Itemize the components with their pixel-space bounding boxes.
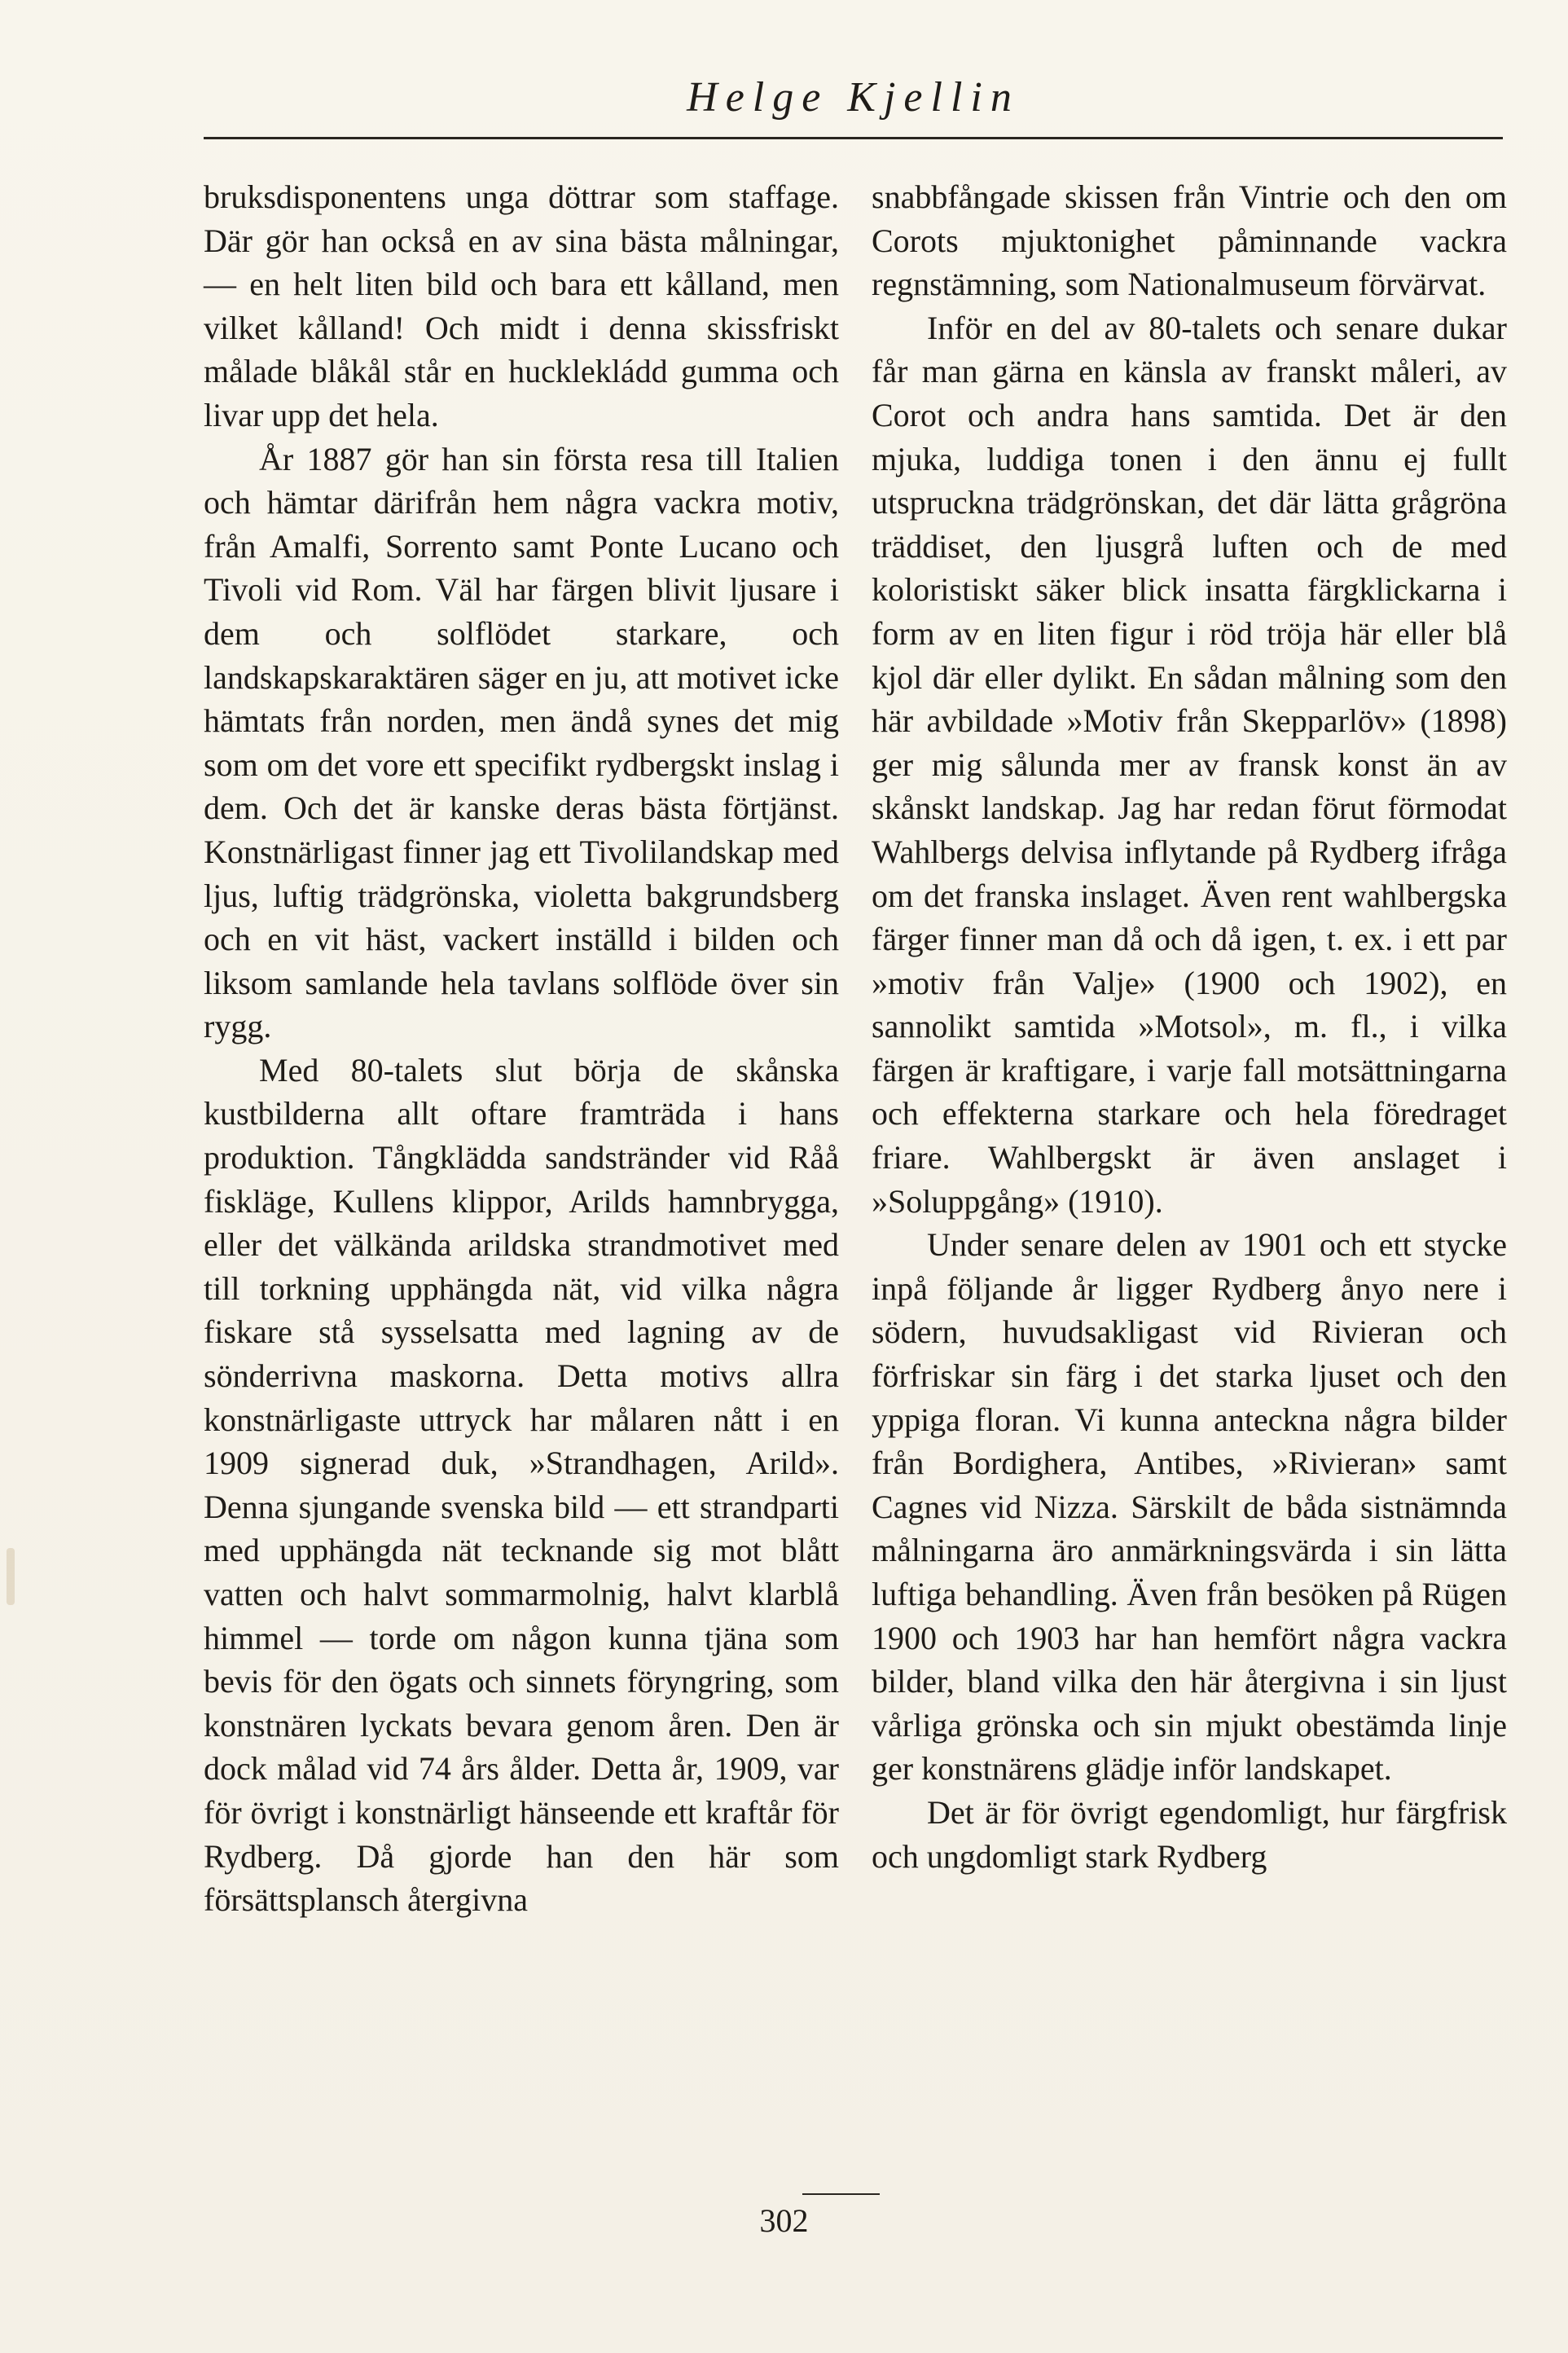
header-rule — [204, 137, 1503, 139]
running-head-author: Helge Kjellin — [687, 74, 1020, 121]
page-number: 302 — [759, 2202, 809, 2239]
left-column — [204, 175, 839, 1922]
paragraph: Med 80-talets slut börja de skånska kustbilderna allt oftare framträda i hans produktion. Tångklädda sandstränder vid Råå fiskläge, Kullens klippor, Arilds hamnbrygga, eller det välkända arildska strandmotivet med till torkning upphängda nät, vid vilka några fiskare stå sysselsatta med lagning av de sönderrivna maskorna. Detta motivs allra konstnärligaste uttryck har målaren nått i en 1909 signerad duk, »Strandhagen, Arild». Denna sjungande svenska bild — ett strandparti med upphängda nät tecknande sig mot blått vatten och halvt sommarmolnig, halvt klarblå himmel — torde om någon kunna tjäna som bevis för den ögats och sinnets föryngring, som konstnären lyckats bevara genom åren. Den är dock målad vid 74 års ålder. Detta år, 1909, var för övrigt i konstnärligt hänseende ett kraftår för Rydberg. Då gjorde han den här som försättsplansch återgivna — [204, 1051, 839, 1919]
paragraph: snabbfångade skissen från Vintrie och den om Corots mjuktonighet påminnande vackra regnstämning, som Nationalmuseum förvärvat. — [872, 178, 1507, 303]
page-header — [204, 67, 1503, 144]
right-column — [872, 175, 1507, 1878]
paragraph: bruksdisponentens unga döttrar som staffage. Där gör han också en av sina bästa målningar, — en helt liten bild och bara ett kålland, men vilket kålland! Och midt i denna skissfriskt målade blåkål står en hucklekládd gumma och livar upp det hela. — [204, 178, 839, 433]
paragraph: Det är för övrigt egendomligt, hur färgfrisk och ungdomligt stark Rydberg — [872, 1793, 1507, 1875]
paragraph: Under senare delen av 1901 och ett stycke inpå följande år ligger Rydberg ånyo nere i södern, huvudsakligast vid Rivieran och förfriskar sin färg i det starka ljuset och den yppiga floran. Vi kunna anteckna några bilder från Bordighera, Antibes, »Rivieran» samt Cagnes vid Nizza. Särskilt de båda sistnämnda målningarna äro anmärkningsvärda i sin lätta luftiga behandling. Även från besöken på Rügen 1900 och 1903 har han hemfört några vackra bilder, bland vilka den här återgivna i sin ljust vårliga grönska och sin mjukt obestämda linje ger konstnärens glädje inför landskapet. — [872, 1226, 1507, 1788]
paragraph: År 1887 gör han sin första resa till Italien och hämtar därifrån hem några vackra motiv, från Amalfi, Sorrento samt Ponte Lucano och Tivoli vid Rom. Väl har färgen blivit ljusare i dem och solflödet starkare, och landskapskaraktären säger en ju, att motivet icke hämtats från norden, men ändå synes det mig som om det vore ett specifikt rydbergskt inslag i dem. Och det är kanske deras bästa förtjänst. Konstnärligast finner jag ett Tivolilandskap med ljus, luftig trädgrönska, violetta bakgrundsberg och en vit häst, vackert inställd i bilden och liksom samlande hela tavlans solflöde över sin rygg. — [204, 440, 839, 1045]
paragraph: Inför en del av 80-talets och senare dukar får man gärna en känsla av franskt måleri, av Corot och andra hans samtida. Det är den mjuka, luddiga tonen i den ännu ej fullt utspruckna trädgrönskan, det där lätta grågröna träddiset, den ljusgrå luften och de med koloristiskt säker blick insatta färgklickarna i form av en liten figur i röd tröja här eller blå kjol där eller dylikt. En sådan målning som den här avbildade »Motiv från Skepparlöv» (1898) ger mig sålunda mer av fransk konst än av skånskt landskap. Jag har redan förut förmodat Wahlbergs delvisa inflytande på Rydberg ifråga om det franska inslaget. Även rent wahlbergska färger finner man då och då igen, t. ex. i ett par »motiv från Valje» (1900 och 1902), en sannolikt samtida »Motsol», m. fl., i vilka färgen är kraftigare, i varje fall motsättningarna och effekterna starkare och hela föredraget friare. Wahlbergskt är även anslaget i »Soluppgång» (1910). — [872, 309, 1507, 1220]
folio-rule — [802, 2193, 880, 2195]
paper-stain — [7, 1548, 15, 1605]
